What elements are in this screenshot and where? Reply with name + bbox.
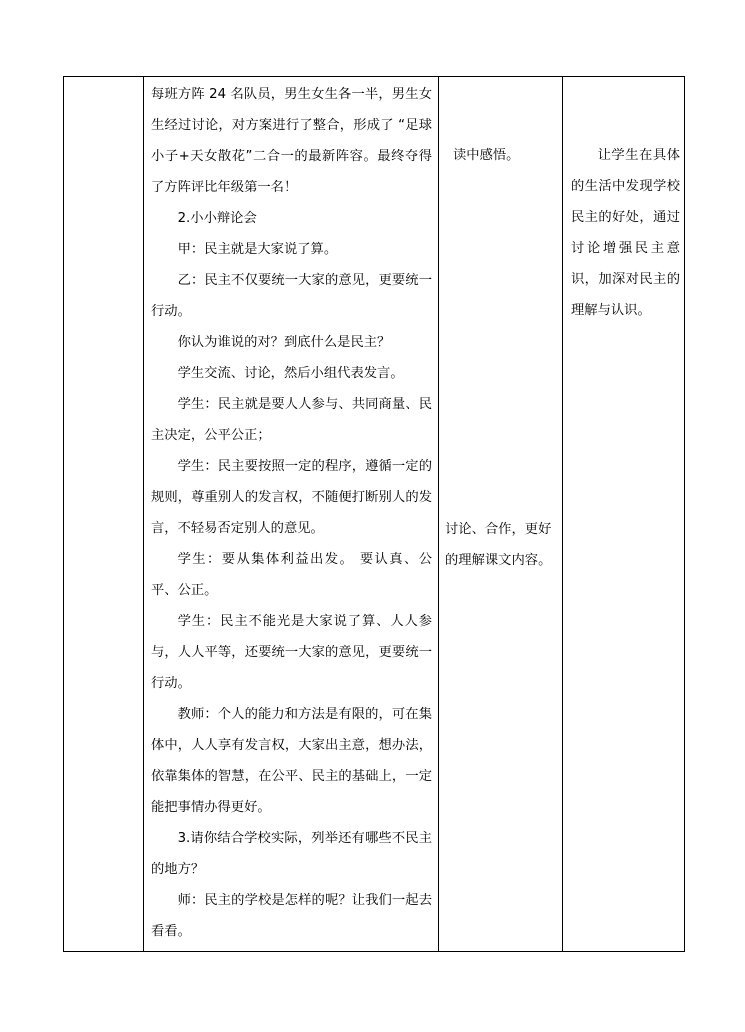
table-row [64, 77, 685, 952]
stage-cell [64, 77, 144, 952]
process-paragraph: 2.小小辩论会 [177, 211, 257, 226]
teaching-process-text [144, 77, 438, 947]
design-note-reading: 读中感悟。 [453, 148, 520, 163]
process-paragraph: 师：民主的学校是怎样的呢？让我们一起去看看。 [151, 893, 432, 939]
design-intent-cell [563, 77, 685, 952]
design-note-cell [439, 77, 563, 952]
lesson-plan-table [63, 76, 685, 952]
process-paragraph: 学生交流、讨论，然后小组代表发言。 [177, 366, 404, 381]
process-paragraph: 教师：个人的能力和方法是有限的，可在集体中，人人享有发言权，大家出主意，想办法，依靠集体的智慧，在公平、民主的基础上，一定能把事情办得更好。 [151, 707, 432, 815]
process-paragraph: 学生：民主要按照一定的程序，遵循一定的规则，尊重别人的发言权，不随便打断别人的发言，不轻易否定别人的意见。 [151, 459, 432, 536]
process-paragraph: 学生：民主不能光是大家说了算、人人参与，人人平等，还要统一大家的意见，更要统一行动。 [151, 614, 432, 691]
process-paragraph: 甲：民主就是大家说了算。 [177, 242, 338, 257]
teaching-process-cell [144, 77, 439, 952]
process-paragraph: 每班方阵 24 名队员，男生女生各一半，男生女生经过讨论，对方案进行了整合，形成了 “足球小子+天女散花”二合一的最新阵容。最终夺得了方阵评比年级第一名！ [151, 87, 432, 195]
process-paragraph: 乙：民主不仅要统一大家的意见，更要统一行动。 [151, 273, 432, 319]
process-paragraph: 学生：民主就是要人人参与、共同商量、民主决定，公平公正； [151, 397, 432, 443]
design-note-discussion: 讨论、合作，更好的理解课文内容。 [445, 522, 552, 568]
process-paragraph: 学生：要从集体利益出发。 要认真、公平、公正。 [151, 552, 432, 598]
design-intent-text: 让学生在具体的生活中发现学校民主的好处，通过讨论增强民主意识，加深对民主的理解与认识。 [571, 148, 680, 318]
process-paragraph: 你认为谁说的对？到底什么是民主？ [177, 335, 391, 350]
process-paragraph: 3.请你结合学校实际，列举还有哪些不民主的地方？ [151, 831, 432, 877]
